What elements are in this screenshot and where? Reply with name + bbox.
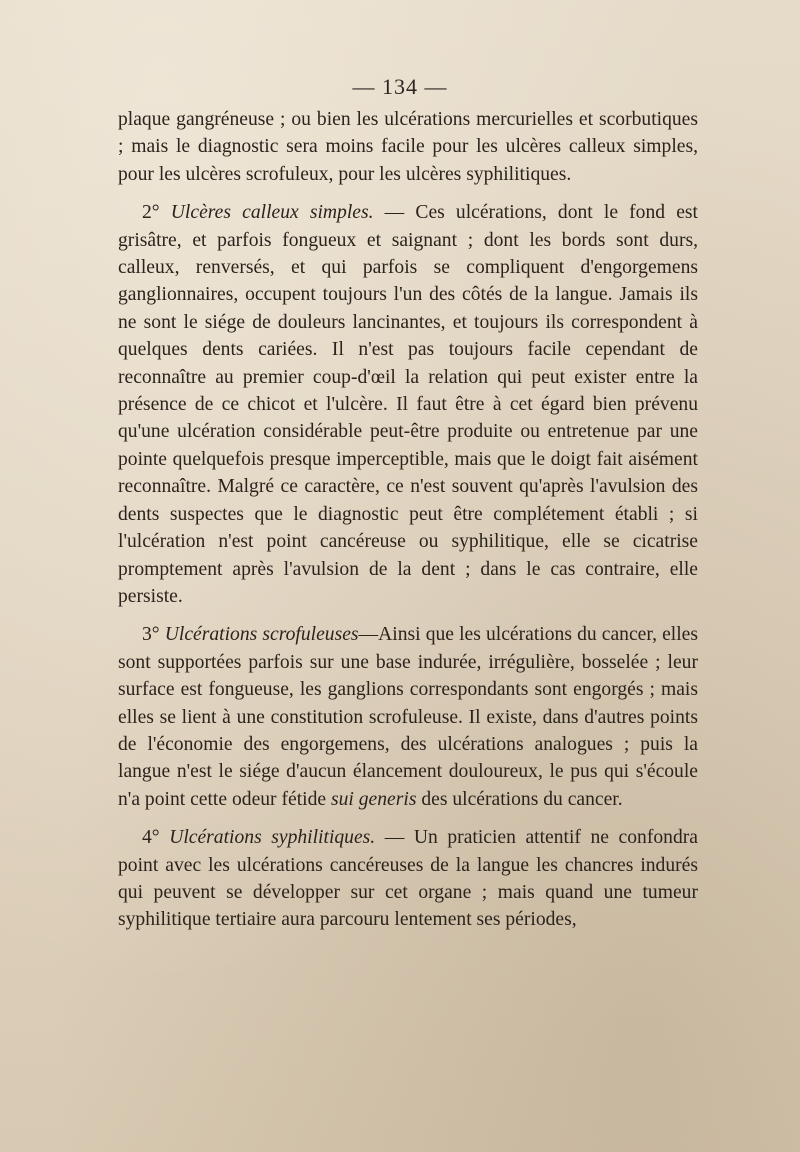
paragraph-3-text-after: des ulcérations du cancer. [416, 788, 623, 810]
paragraph-2-number: 2° [142, 202, 160, 224]
body-text [118, 106, 698, 934]
paragraph-3-number: 3° [142, 624, 160, 646]
paragraph-3-text: —Ainsi que les ulcérations du cancer, elles sont supportées parfois sur une base indurée, irrégulière, bosselée ; leur surface est fongueuse, les ganglions correspondants sont engorgés ; mais elles se lient à une constitution scrofuleuse. Il existe, dans d'autres points de l'économie des engorgemens, des ulcérations analogues ; puis la langue n'est le siége d'aucun élancement douloureux, le pus qui s'écoule n'a point cette odeur fétide [118, 624, 699, 810]
paragraph-3-italic: sui generis [331, 788, 417, 810]
paragraph-2-heading: Ulcères calleux simples. [170, 202, 374, 224]
paragraph-1 [118, 106, 698, 188]
paragraph-4 [118, 824, 698, 934]
paragraph-4-text: — Un praticien attentif ne confondra point avec les ulcérations cancéreuses de la langue les chancres indurés qui peuvent se développer sur cet organe ; mais quand une tumeur syphilitique tertiaire aura parcouru lentement ses périodes, [118, 827, 698, 931]
paragraph-1-text: plaque gangréneuse ; ou bien les ulcérations mercurielles et scorbutiques ; mais le diagnostic sera moins facile pour les ulcères calleux simples, pour les ulcères scrofuleux, pour les ulcères syphilitiques. [118, 109, 698, 185]
paragraph-2-text: — Ces ulcérations, dont le fond est grisâtre, et parfois fongueux et saignant ; dont les bords sont durs, calleux, renversés, et qui parfois se compliquent d'engorgemens ganglionnaires, occupent toujours l'un des côtés de la langue. Jamais ils ne sont le siége de douleurs lancinantes, et toujours ils correspondent à quelques dents cariées. Il n'est pas toujours facile cependant de reconnaître au premier coup-d'œil la relation qui peut exister entre la présence de ce chicot et l'ulcère. Il faut être à cet égard bien prévenu qu'une ulcération considérable peut-être produite ou entretenue par une pointe quelquefois presque imperceptible, mais que le doigt fait aisément reconnaître. Malgré ce caractère, ce n'est souvent qu'après l'avulsion des dents suspectes que le diagnostic peut être complétement établi ; si l'ulcération n'est point cancéreuse ou syphilitique, elle se cicatrise promptement après l'avulsion de la dent ; dans le cas contraire, elle persiste. [118, 202, 698, 607]
paragraph-2 [118, 199, 698, 610]
paragraph-4-heading: Ulcérations syphilitiques. [169, 827, 376, 849]
paragraph-3-heading: Ulcérations scrofuleuses [164, 624, 359, 646]
page-number: — 134 — [352, 74, 448, 99]
paragraph-3 [118, 621, 698, 813]
paragraph-4-number: 4° [142, 827, 160, 849]
